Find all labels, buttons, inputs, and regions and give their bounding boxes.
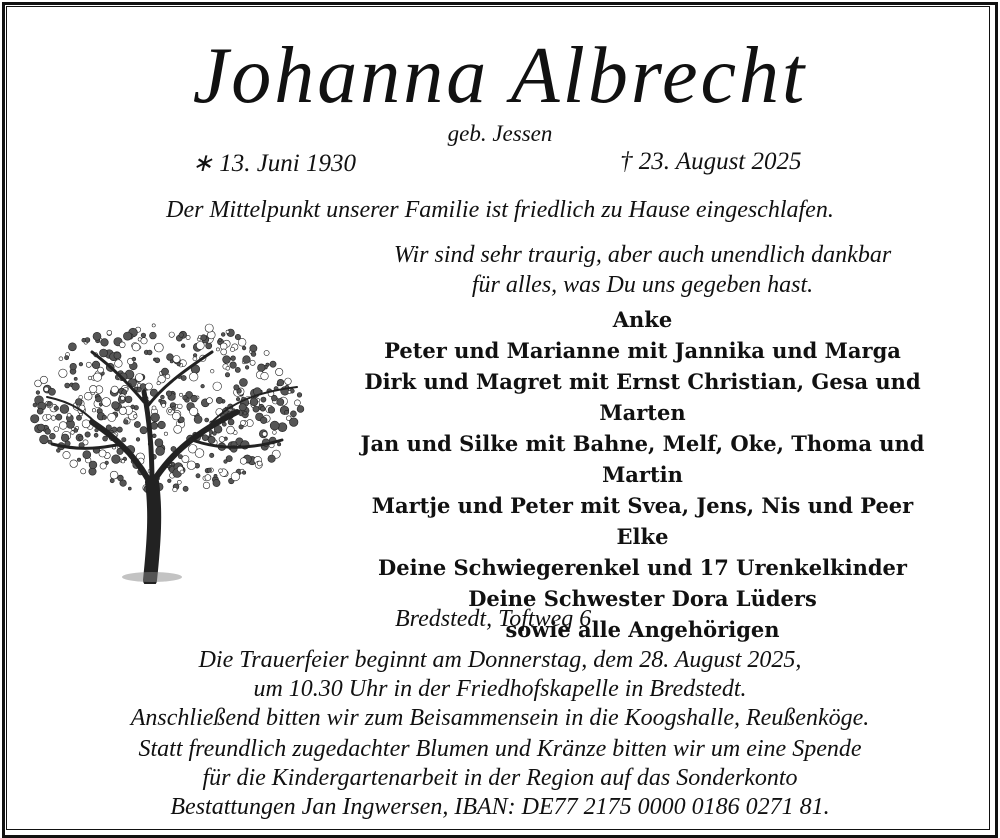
blossom [40,376,47,383]
blossom [187,461,196,470]
blossom [190,407,198,415]
blossom [277,379,284,386]
blossom [243,356,251,364]
blossom [196,342,204,350]
blossom [158,421,166,429]
blossom [277,443,280,446]
blossom [131,405,135,409]
quote-line: Wir sind sehr traurig, aber auch unendlich dankbar [393,242,892,268]
blossom [92,409,95,412]
blossom [96,396,102,402]
blossom [134,421,140,427]
blossom [227,426,235,434]
blossom [221,333,225,337]
tree-ground [122,572,182,582]
blossom [33,403,37,407]
blossom [141,333,146,338]
blossom [74,377,77,380]
death-date: † 23. August 2025 [620,148,802,175]
blossom [117,427,122,432]
blossom [111,386,118,393]
blossom [264,350,269,355]
blossom [297,393,302,398]
blossom [132,343,140,351]
blossom [60,405,69,414]
blossom [167,354,174,361]
blossom [132,357,136,361]
blossom [114,352,121,359]
blossom [258,364,266,372]
blossom [250,398,258,406]
blossom [268,407,275,414]
donation-info [0,735,1000,822]
blossom [161,395,165,399]
blossom [70,460,78,468]
blossom [128,487,131,490]
blossom [213,479,220,486]
blossom [37,408,43,414]
blossom [226,330,229,333]
blossom [46,414,51,419]
blossom [156,447,165,456]
blossom [61,434,69,442]
blossom [221,349,227,355]
mourner-line: Martje und Peter mit Svea, Jens, Nis und Peer [371,493,914,518]
blossom [93,373,101,381]
blossom [262,432,267,437]
blossom [234,385,239,390]
blossom [294,400,300,406]
blossom [147,350,152,355]
blossom-tree-icon [22,312,322,584]
mourner-line: Dirk und Magret mit Ernst Christian, Gesa und Marten [364,369,921,425]
blossom [219,469,223,473]
blossom [44,387,49,392]
blossom [297,406,304,413]
blossom [72,383,80,391]
blossom [270,361,276,367]
blossom [38,424,45,431]
blossom [241,420,246,425]
donation-line: Statt freundlich zugedachter Blumen und Kränze bitten wir um eine Spende [138,736,862,762]
blossom [101,339,109,347]
blossom [203,482,210,489]
blossom [177,480,181,484]
blossom [257,461,262,466]
blossom [224,460,228,464]
blossom [54,427,59,432]
blossom [230,347,234,351]
blossom [99,403,102,406]
blossom [231,356,236,361]
blossom [121,396,125,400]
quote-line: für alles, was Du uns gegeben hast. [471,272,814,298]
blossom [208,436,215,443]
blossom [289,418,298,427]
blossom [182,456,189,463]
blossom [166,374,170,378]
blossom [270,421,279,430]
blossom [180,470,184,474]
blossom [79,362,83,366]
blossom [174,425,182,433]
blossom [50,433,56,439]
blossom [271,395,277,401]
blossom [152,406,156,410]
blossom [103,436,108,441]
blossom [152,324,155,327]
blossom [205,324,213,332]
blossom [125,396,132,403]
blossom [260,417,267,424]
blossom [172,412,180,420]
blossom [102,415,106,419]
blossom [225,373,229,377]
blossom [181,375,186,380]
blossom [169,332,174,337]
blossom [238,338,246,346]
deceased-name: Johanna Albrecht [192,32,808,120]
blossom [276,368,283,375]
blossom [213,432,217,436]
blossom [166,391,171,396]
blossom [207,398,213,404]
blossom [290,411,296,417]
blossom [253,406,259,412]
blossom [201,335,207,341]
blossom [92,361,100,369]
mourner-line: Elke [616,524,669,549]
maiden-name: geb. Jessen [447,121,553,146]
blossom [162,403,166,407]
blossom [81,469,86,474]
blossom [179,333,184,338]
service-line: Anschließend bitten wir zum Beisammensein in die Koogshalle, Reußenköge. [130,705,870,731]
blossom [112,455,121,464]
blossom [40,435,49,444]
blossom [245,366,249,370]
quote-block [330,240,955,300]
blossom [213,382,222,391]
mourner-line: Deine Schwester Dora Lüders [468,586,817,611]
blossom [235,367,240,372]
blossom [59,369,67,377]
blossom [288,391,291,394]
address: Bredstedt, Toftweg 6 [395,606,592,632]
blossom [268,455,275,462]
blossom [260,406,265,411]
blossom [194,416,202,424]
blossom [210,369,214,373]
mourner-line: Peter und Marianne mit Jannika und Marga [384,338,901,363]
donation-line: Bestattungen Jan Ingwersen, IBAN: DE77 2175 0000 0186 0271 81. [170,794,830,820]
blossom [168,409,171,412]
blossom [155,358,160,363]
blossom [230,362,237,369]
blossom [88,376,92,380]
blossom [119,407,126,414]
blossom [243,411,247,415]
blossom [83,451,91,459]
blossom [82,420,90,428]
blossom [70,363,77,370]
service-line: um 10.30 Uhr in der Friedhofskapelle in Bredstedt. [253,676,747,702]
blossom [181,344,185,348]
blossom [76,415,81,420]
blossom [223,356,231,364]
service-info [0,646,1000,733]
blossom [195,449,204,458]
blossom [118,475,124,481]
mourner-line: Jan und Silke mit Bahne, Melf, Oke, Thoma und Martin [360,431,925,487]
blossom [191,395,198,402]
blossom [63,451,70,458]
blossom [74,428,78,432]
service-line: Die Trauerfeier beginnt am Donnerstag, dem 28. August 2025, [198,647,802,673]
blossom [123,332,131,340]
blossom [77,458,80,461]
blossom [239,404,246,411]
blossom [178,404,183,409]
blossom [261,397,266,402]
blossom [205,418,209,422]
blossom [170,360,173,363]
blossom [242,346,246,350]
blossom [206,343,212,349]
blossom [59,422,67,430]
blossom [216,348,219,351]
blossom [179,393,182,396]
blossom [65,383,70,388]
blossom [136,438,140,442]
blossom [56,414,62,420]
blossom [47,402,52,407]
blossom [189,373,198,382]
blossom [228,419,234,425]
blossom [216,397,222,403]
blossom [226,366,230,370]
blossom [151,413,160,422]
blossom [122,438,126,442]
blossom [119,342,125,348]
blossom [100,349,108,357]
blossom [236,397,240,401]
blossom [108,413,116,421]
blossom [56,449,60,453]
blossom [172,407,176,411]
donation-line: für die Kindergartenarbeit in der Region auf das Sonderkonto [202,765,798,791]
blossom [67,413,71,417]
blossom [82,338,86,342]
blossom [240,458,247,465]
blossom [183,486,188,491]
intro-text: Der Mittelpunkt unserer Familie ist friedlich zu Hause eingeschlafen. [166,197,834,223]
blossom [152,434,156,438]
blossom [171,462,175,466]
blossom [100,463,106,469]
blossom [84,392,92,400]
blossom [219,338,222,341]
blossom [150,332,157,339]
blossom [231,472,240,481]
blossom [214,474,217,477]
blossom [115,360,123,368]
birth-date: ∗ 13. Juni 1930 [192,150,356,177]
blossom [107,330,112,335]
blossom [219,437,225,443]
blossom [102,398,111,407]
blossom [173,356,180,363]
blossom [36,391,40,395]
blossom [93,332,101,340]
blossom [168,479,172,483]
blossom [202,435,208,441]
blossom [210,453,214,457]
blossom [54,406,59,411]
blossom [124,420,129,425]
blossom [99,450,106,457]
blossom [196,474,200,478]
blossom [261,372,269,380]
blossom [112,402,120,410]
blossom [121,460,124,463]
blossom [285,410,289,414]
blossom [155,343,164,352]
blossom [31,415,39,423]
blossom [85,432,90,437]
blossom [45,429,51,435]
blossom [285,378,292,385]
blossom [90,385,97,392]
blossom [277,398,284,405]
blossom [251,352,256,357]
blossom [59,357,63,361]
blossom [222,422,226,426]
blossom [239,378,247,386]
blossom [51,416,56,421]
blossom [157,381,160,384]
blossom [134,415,138,419]
blossom [250,345,257,352]
blossom [49,388,56,395]
blossom [201,384,205,388]
blossom [207,468,211,472]
mourner-line: sowie alle Angehörigen [505,617,780,642]
blossom [94,433,98,437]
blossom [278,423,287,432]
blossom [141,338,147,344]
blossom [183,395,188,400]
blossom [68,343,76,351]
blossom [110,471,118,479]
blossom [140,384,146,390]
blossom [75,399,82,406]
blossom [65,356,69,360]
blossom [140,427,147,434]
blossom [250,360,255,365]
mourner-line: Deine Schwiegerenkel und 17 Urenkelkinder [378,555,907,580]
blossom [145,383,152,390]
mourner-line: Anke [612,307,673,332]
blossom [178,455,182,459]
blossom [242,471,245,474]
blossom [164,432,167,435]
blossom [155,439,163,447]
blossom [273,431,277,435]
blossom [135,374,143,382]
blossom [79,436,83,440]
blossom [193,357,197,361]
blossom [173,487,177,491]
blossom [205,475,211,481]
blossom [86,362,91,367]
mourners-list [330,304,955,645]
